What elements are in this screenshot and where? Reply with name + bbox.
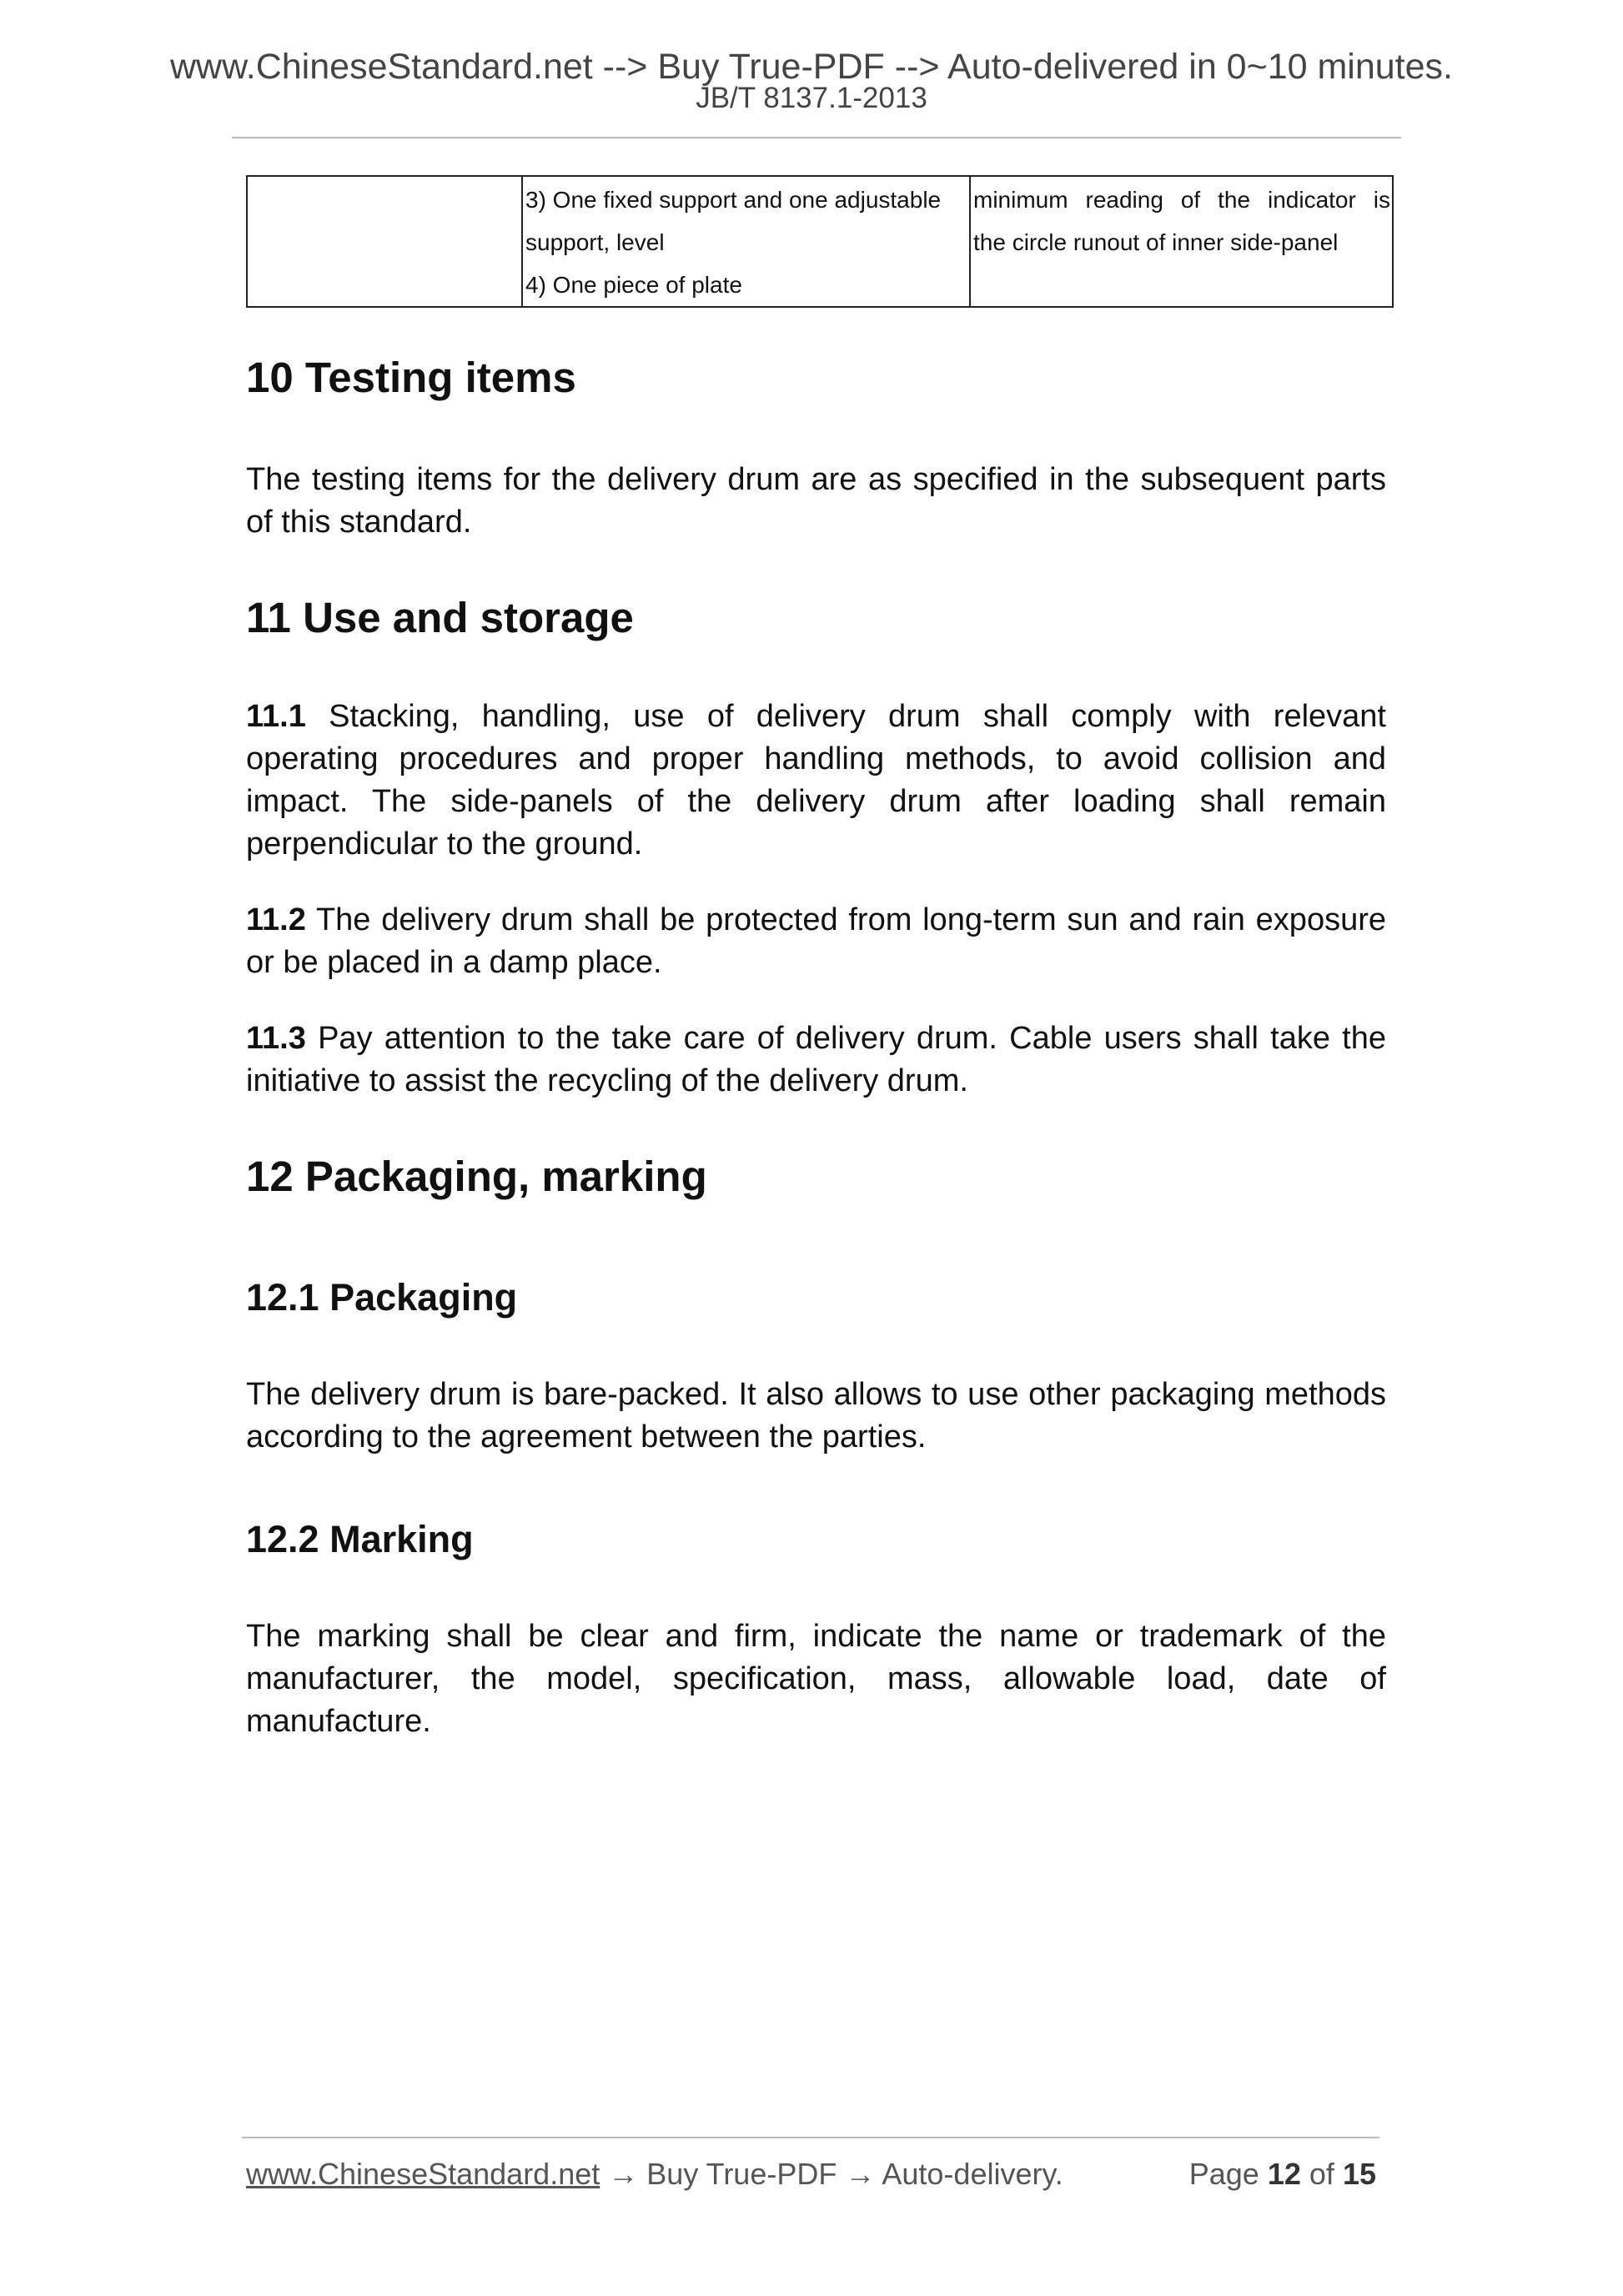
subsection-12-2-text: The marking shall be clear and firm, indicate the name or trademark of the manufacturer, the model, specification, mass, allowable load, date of manufacture. — [246, 1619, 1386, 1739]
clause-number: 11.3 — [246, 1021, 306, 1056]
arrow-icon: → — [845, 2157, 876, 2191]
arrow-icon: → — [608, 2157, 639, 2191]
clause-11-2 — [246, 899, 1386, 984]
page-footer — [246, 2155, 1376, 2193]
clause-text: Pay attention to the take care of delivery drum. Cable users shall take the initiative to assist the recycling of the delivery drum. — [246, 1021, 1386, 1098]
page-number — [1189, 2155, 1376, 2193]
table-line: support, level — [525, 229, 665, 255]
table-line: 4) One piece of plate — [525, 272, 742, 298]
header-divider — [232, 137, 1401, 138]
table-cell-empty — [247, 176, 522, 307]
section-heading-10: 10 Testing items — [246, 354, 576, 401]
table-line: 3) One fixed support and one adjustable — [525, 187, 942, 213]
clause-number: 11.2 — [246, 902, 306, 937]
section-10-text: The testing items for the delivery drum are as specified in the subsequent parts of this standard. — [246, 462, 1386, 540]
clause-text: Stacking, handling, use of delivery drum shall comply with relevant operating procedures and proper handling methods, to avoid collision and impact. The side-panels of the delivery drum after loading shall remain perpendicular to the ground. — [246, 699, 1386, 862]
clause-11-3 — [246, 1017, 1386, 1103]
table-line: minimum reading of the indicator is — [973, 187, 1390, 213]
table-cell-method — [970, 176, 1393, 307]
page-label: Page — [1188, 2157, 1259, 2191]
total-pages: 15 — [1342, 2157, 1376, 2191]
footer-divider — [242, 2137, 1379, 2138]
current-page: 12 — [1267, 2157, 1301, 2191]
clause-text: The delivery drum shall be protected from long-term sun and rain exposure or be placed in a damp place. — [246, 902, 1387, 980]
table-line: the circle runout of inner side-panel — [973, 229, 1339, 255]
spec-table — [246, 175, 1394, 308]
footer-auto-text: Auto-delivery. — [882, 2157, 1063, 2191]
section-heading-12: 12 Packaging, marking — [246, 1153, 707, 1200]
subsection-12-1-text: The delivery drum is bare-packed. It also allows to use other packaging methods according to the agreement between the parties. — [246, 1377, 1386, 1454]
clause-11-1 — [246, 696, 1386, 866]
document-id: JB/T 8137.1-2013 — [696, 82, 927, 114]
site-banner: www.ChineseStandard.net --> Buy True-PDF --> Auto-delivered in 0~10 minutes. — [169, 47, 1453, 87]
footer-link[interactable]: www.ChineseStandard.net — [246, 2157, 600, 2191]
footer-buy-text: Buy True-PDF — [646, 2157, 837, 2191]
subsection-heading-12-1: 12.1 Packaging — [246, 1276, 518, 1319]
table-cell-setup — [522, 176, 970, 307]
clause-number: 11.1 — [246, 699, 306, 734]
table-row — [247, 176, 1393, 307]
subsection-heading-12-2: 12.2 Marking — [246, 1518, 474, 1560]
section-heading-11: 11 Use and storage — [246, 594, 634, 641]
of-label: of — [1309, 2157, 1334, 2191]
